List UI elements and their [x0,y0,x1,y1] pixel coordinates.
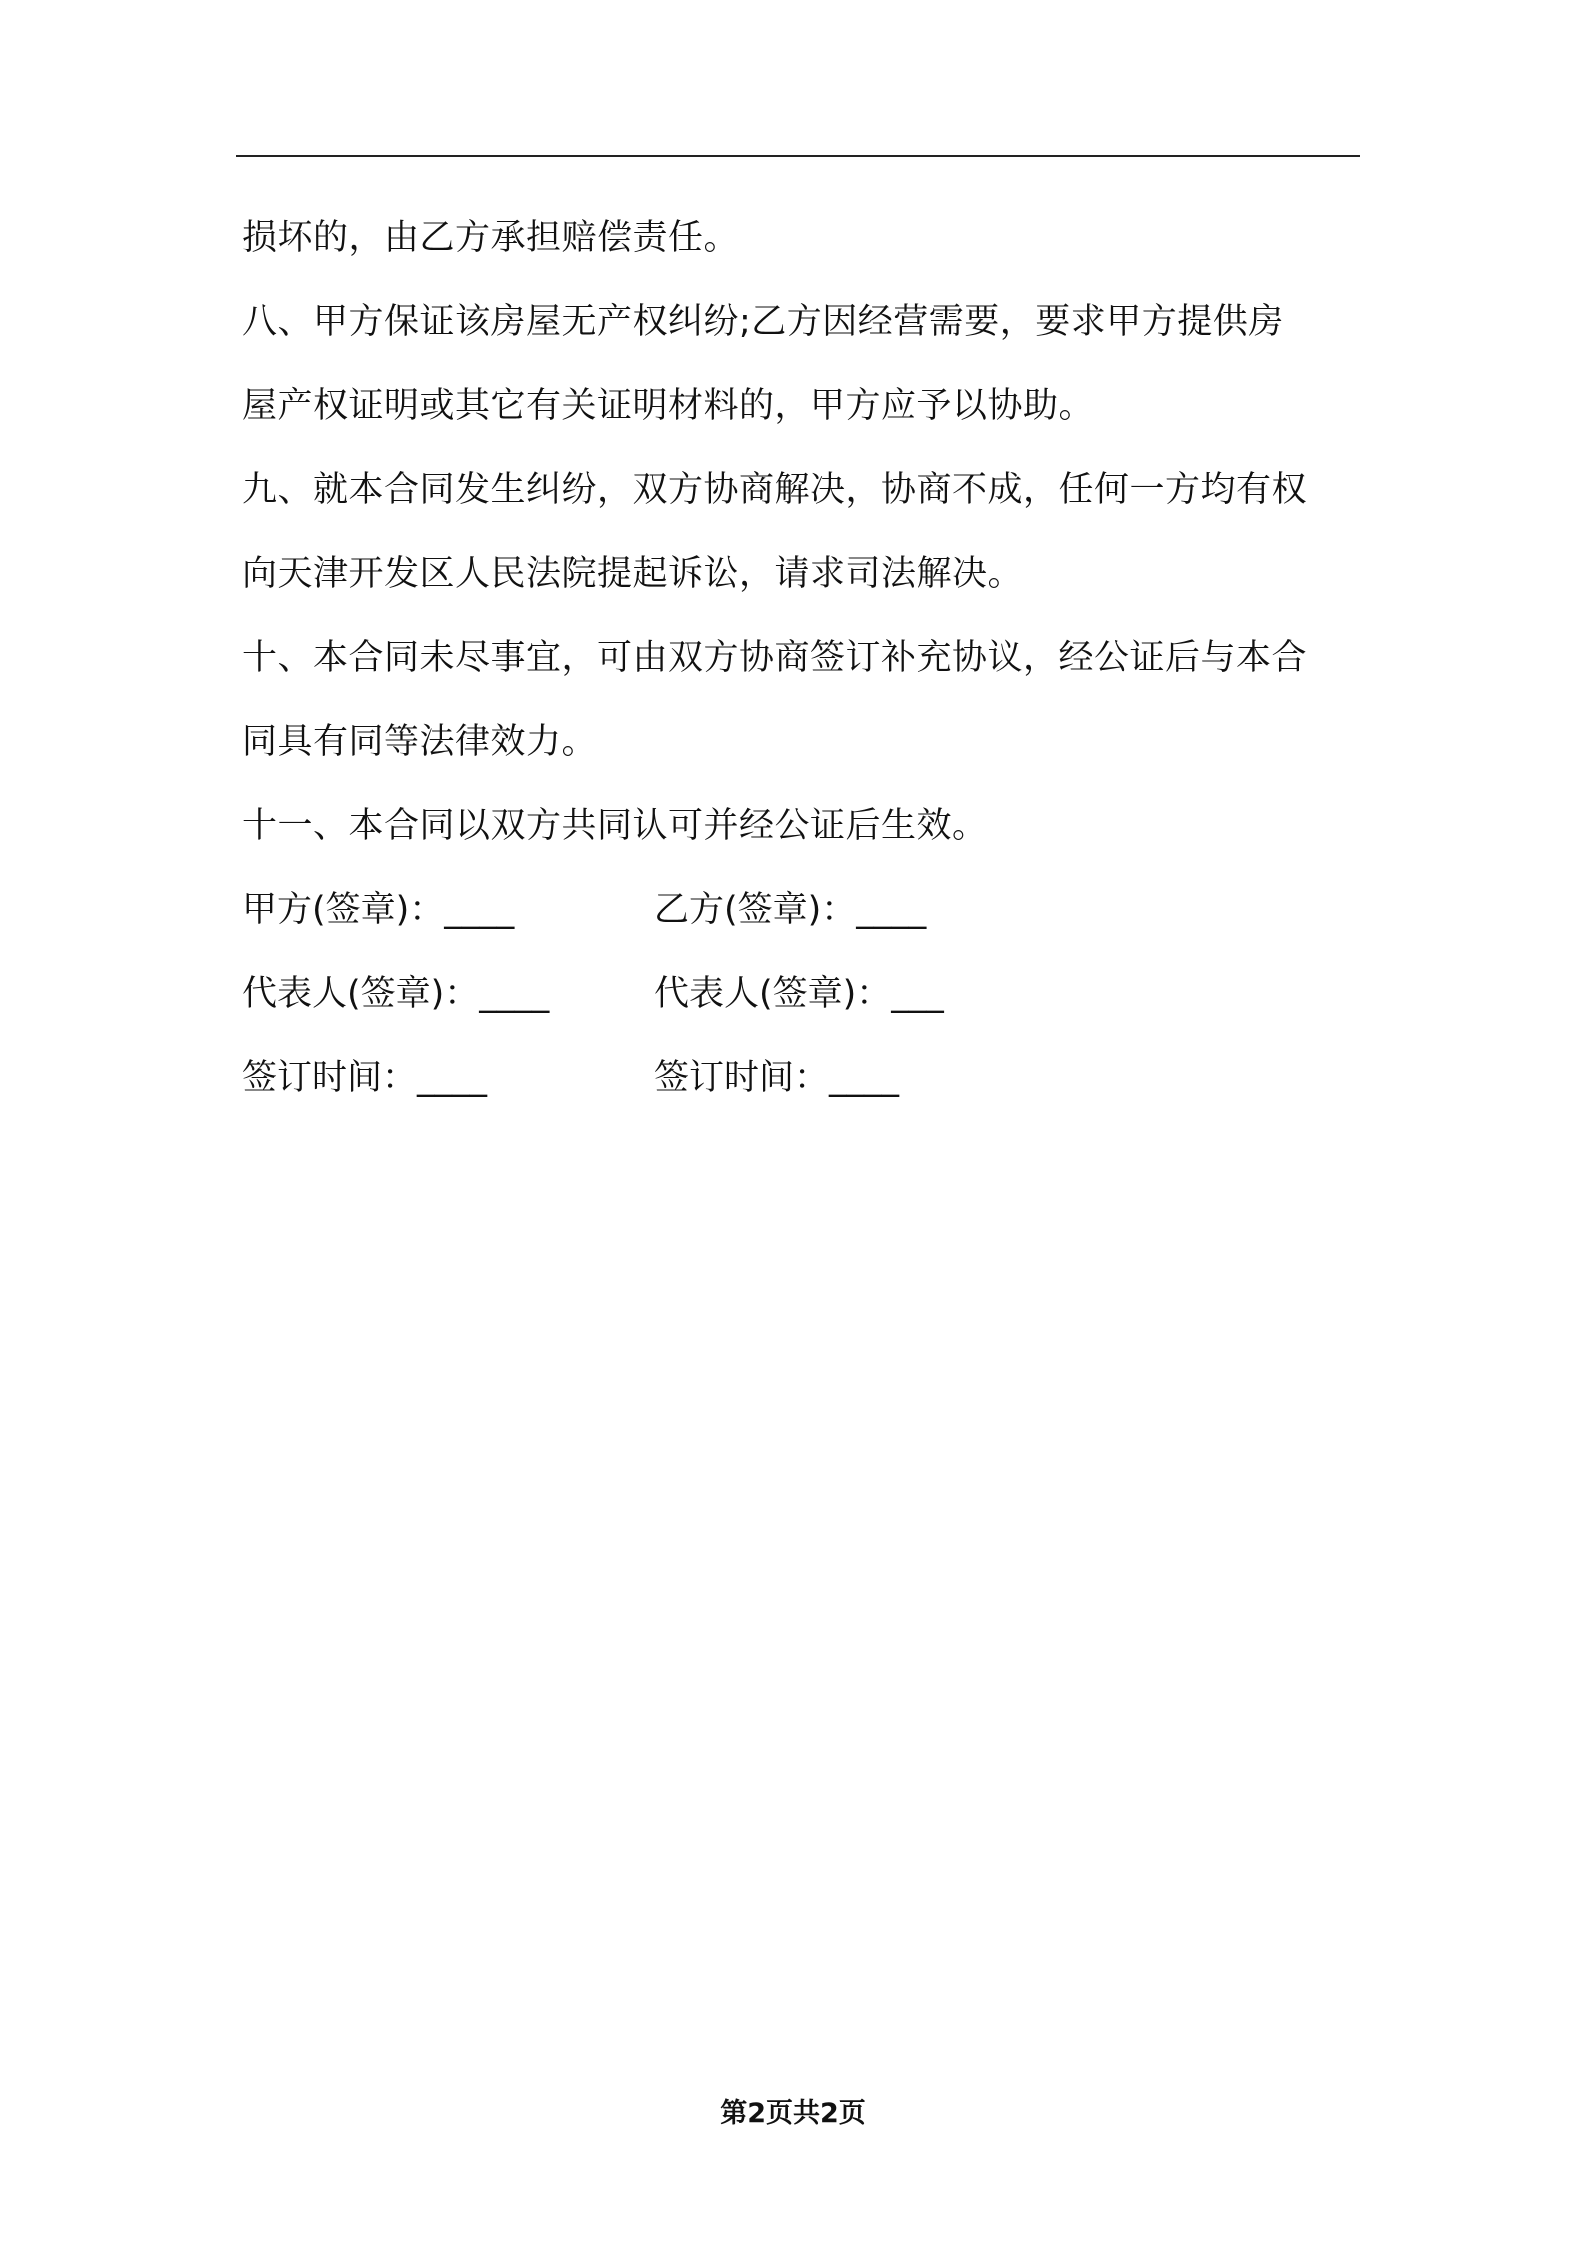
paragraph-line: 损坏的，由乙方承担赔偿责任。 [242,218,740,258]
paragraph-line: 屋产权证明或其它有关证明材料的，甲方应予以协助。 [242,386,1095,426]
header-rule [236,155,1360,157]
signature-row-date [242,1036,1362,1120]
document-body [242,196,1362,1120]
signature-row-representative [242,952,1362,1036]
party-a-representative-field: 代表人(签章)：____ [242,974,550,1014]
paragraph-line: 向天津开发区人民法院提起诉讼，请求司法解决。 [242,554,1024,594]
paragraph-line: 九、就本合同发生纠纷，双方协商解决，协商不成，任何一方均有权 [242,470,1308,510]
page-number: 第2页共2页 [720,2098,866,2129]
paragraph-line: 八、甲方保证该房屋无产权纠纷;乙方因经营需要，要求甲方提供房 [242,302,1284,342]
party-a-seal-field: 甲方(签章)：____ [242,890,515,930]
paragraph-line: 十、本合同未尽事宜，可由双方协商签订补充协议，经公证后与本合 [242,638,1308,678]
signature-row-seal [242,868,1362,952]
paragraph-line: 同具有同等法律效力。 [242,722,598,762]
party-a-date-field: 签订时间：____ [242,1058,488,1098]
paragraph-line: 十一、本合同以双方共同认可并经公证后生效。 [242,806,988,846]
party-b-seal-field: 乙方(签章)：____ [654,890,927,930]
party-b-representative-field: 代表人(签章)：___ [654,974,944,1014]
party-b-date-field: 签订时间：____ [654,1058,900,1098]
